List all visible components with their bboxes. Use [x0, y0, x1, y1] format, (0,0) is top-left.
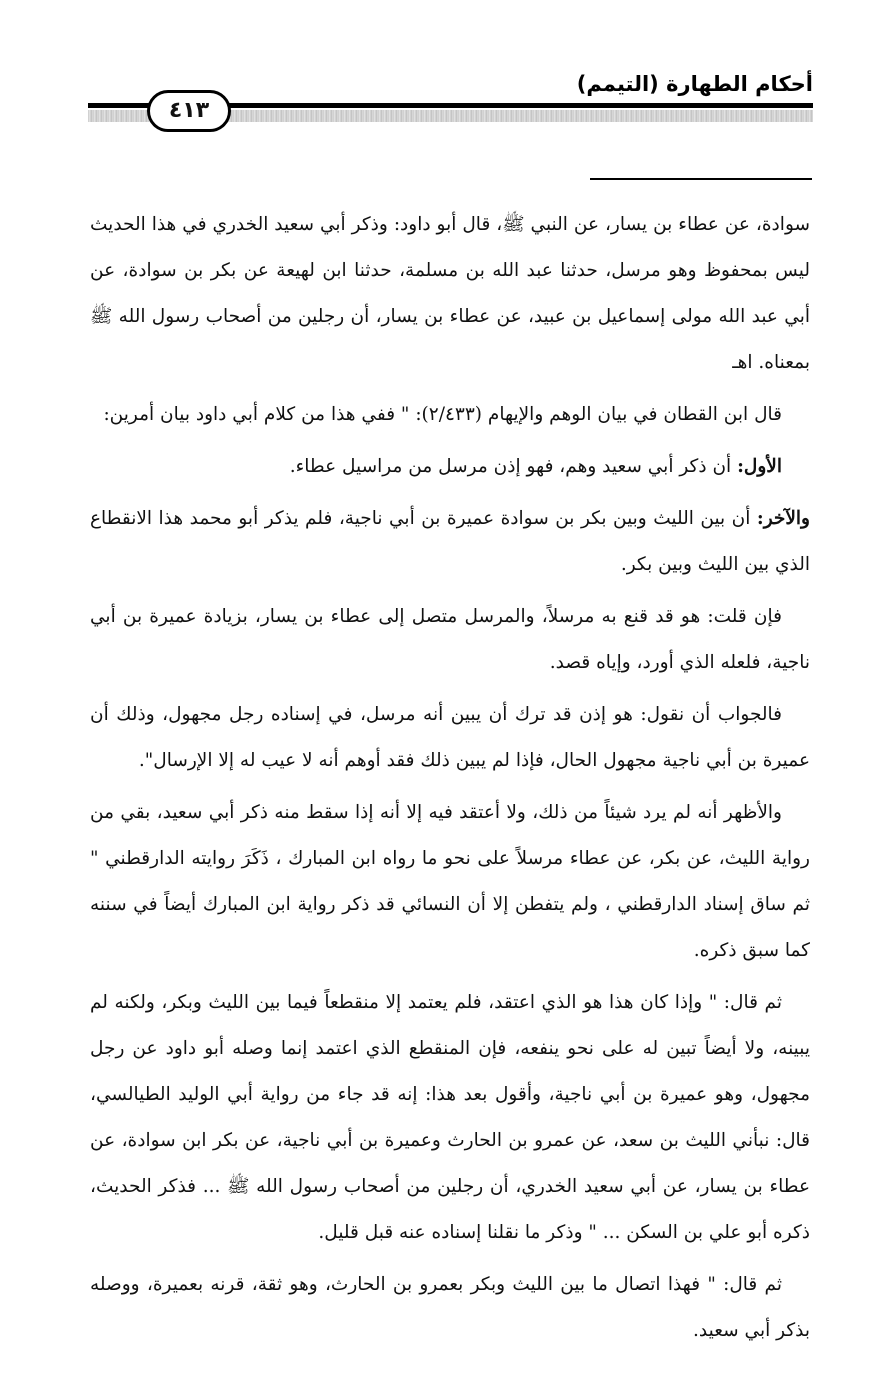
page-header [0, 0, 873, 140]
paragraph [90, 496, 810, 588]
paragraph: سوادة، عن عطاء بن يسار، عن النبي ﷺ، قال أبو داود: وذكر أبي سعيد الخدري في هذا الحديث ليس بمحفوظ وهو مرسل، حدثنا عبد الله بن مسلمة، حدثنا ابن لهيعة عن بكر بن سوادة، عن أبي عبد الله مولى إسماعيل بن عبيد، عن عطاء بن يسار، أن رجلين من أصحاب رسول الله ﷺ بمعناه. اهـ [90, 214, 810, 373]
paragraph: ثم قال: " وإذا كان هذا هو الذي اعتقد، فلم يعتمد إلا منقطعاً فيما بين الليث وبكر، ولكنه لم يبينه، ولا أيضاً تبين له على نحو ينفعه، فإن المنقطع الذي اعتمد إنما وصله أبو داود عن رجل مجهول، وهو عميرة بن أبي ناجية، وأقول بعد هذا: إنه قد جاء من رواية أبي الوليد الطيالسي، قال: نبأني الليث بن سعد، عن عمرو بن الحارث وعميرة بن أبي ناجية، عن بكر ابن سوادة، عن عطاء بن يسار، عن أبي سعيد الخدري، أن رجلين من أصحاب رسول الله ﷺ ... فذكر الحديث، ذكره أبو علي بن السكن ... " وذكر ما نقلنا إسناده عنه قبل قليل. [90, 992, 810, 1243]
paragraph: فإن قلت: هو قد قنع به مرسلاً، والمرسل متصل إلى عطاء بن يسار، بزيادة عميرة بن أبي ناجية، فلعله الذي أورد، وإياه قصد. [90, 606, 810, 673]
paragraph: فالجواب أن نقول: هو إذن قد ترك أن يبين أنه مرسل، في إسناده رجل مجهول، وذلك أن عميرة بن أبي ناجية مجهول الحال، فإذا لم يبين ذلك فقد أوهم أنه لا عيب له إلا الإرسال". [90, 704, 810, 771]
paragraph: قال ابن القطان في بيان الوهم والإيهام (٢/٤٣٣): " ففي هذا من كلام أبي داود بيان أمرين: [103, 404, 782, 425]
paragraph-lead: الأول: [737, 456, 782, 477]
paragraph: والأظهر أنه لم يرد شيئاً من ذلك، ولا أعتقد فيه إلا أنه إذا سقط منه ذكر أبي سعيد، بقي من رواية الليث، عن بكر، عن عطاء مرسلاً على نحو ما رواه ابن المبارك ، ذَكَرَ روايته الدارقطني " ثم ساق إسناد الدارقطني ، ولم يتفطن إلا أن النسائي قد ذكر رواية ابن المبارك أيضاً في سننه كما سبق ذكره. [90, 802, 810, 961]
paragraph-text: أن ذكر أبي سعيد وهم، فهو إذن مرسل من مراسيل عطاء. [289, 456, 732, 477]
paragraph: ثم قال: " فهذا اتصال ما بين الليث وبكر بعمرو بن الحارث، وهو ثقة، قرنه بعميرة، ووصله بذكر أبي سعيد. [90, 1274, 810, 1341]
paragraph-text: أن بين الليث وبين بكر بن سوادة عميرة بن أبي ناجية، فلم يذكر أبو محمد هذا الانقطاع الذي بين الليث وبين بكر. [90, 508, 810, 575]
page-body [90, 202, 810, 1360]
book-title: أحكام الطهارة (التيمم) [576, 72, 813, 96]
footnote-separator [590, 178, 812, 180]
paragraph [90, 444, 810, 490]
paragraph-lead: والآخر: [756, 508, 810, 529]
page-number: ٤١٣ [147, 90, 231, 132]
